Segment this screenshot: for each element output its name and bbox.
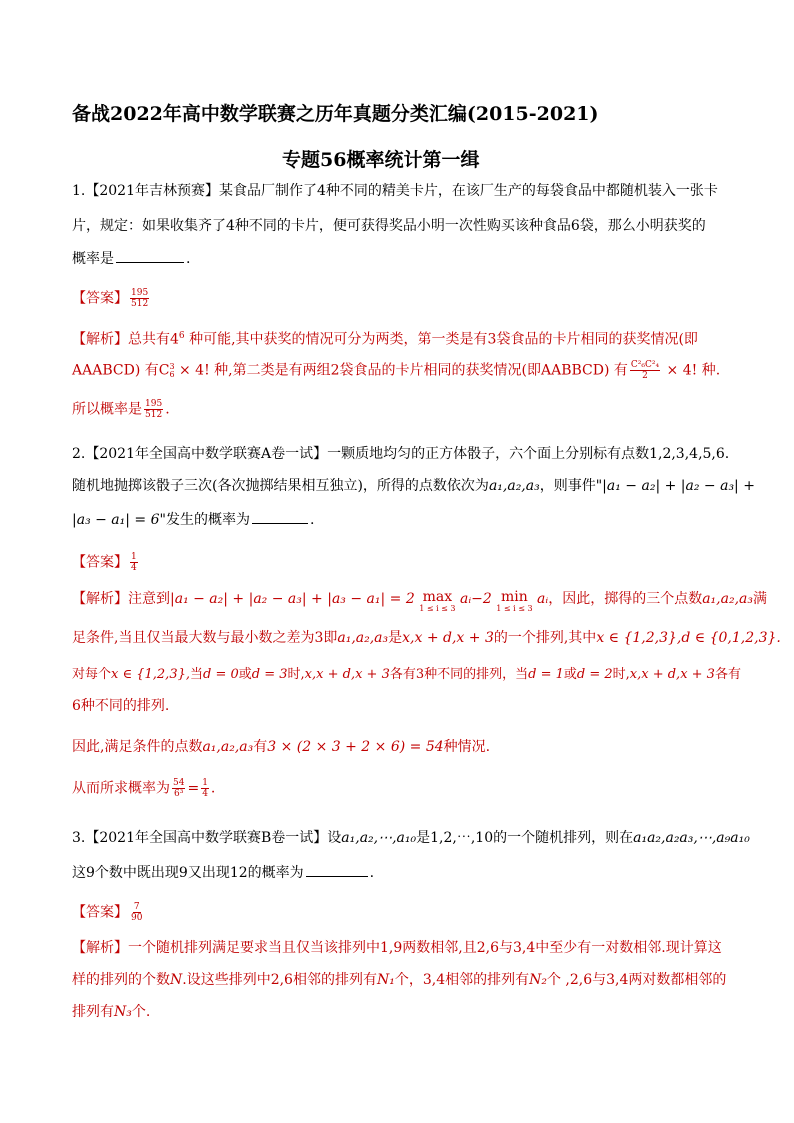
q1-a1-text-2: 种可能,其中获奖的情况可分为两类，第一类是有3袋食品的卡片相同的获奖情况(即 bbox=[184, 331, 698, 348]
q2-s2-expr: x,x + d,x + 3 bbox=[402, 630, 494, 646]
q1-a3-text: 所以概率是 bbox=[72, 401, 142, 418]
q2-max-operator bbox=[419, 590, 455, 613]
q2-line-2 bbox=[72, 477, 755, 495]
q1-answer-denominator: 512 bbox=[131, 299, 149, 309]
q3-answer-numerator: 7 bbox=[133, 902, 140, 912]
q2-s6-pre: 从而所求概率为 bbox=[72, 780, 170, 797]
q2-min-operator bbox=[496, 590, 532, 613]
q2-s3-c: 各有 bbox=[714, 667, 741, 682]
q1-answer bbox=[72, 288, 151, 309]
q3-l2-text: 这9个数中既出现9又出现12的概率为 bbox=[72, 865, 304, 881]
q2-line-3 bbox=[72, 509, 314, 529]
q3-l1-mid: 是1,2,⋯,10的一个随机排列，则在 bbox=[416, 830, 634, 846]
q2-s1-post: ，因此，掷得的三个点数 bbox=[548, 591, 703, 607]
q2-s3-d0: d = 0 bbox=[203, 667, 239, 682]
q2-s1-end: 满 bbox=[752, 591, 767, 607]
q2-s1-expr: |a₁ − a₂| + |a₂ − a₃| + |a₃ − a₁| = 2 bbox=[170, 591, 415, 607]
q3-s3-pre: 排列有 bbox=[72, 1004, 114, 1020]
q2-s3-t: 时, bbox=[287, 667, 305, 682]
q1-a2-text: AAABCD) 有C bbox=[72, 362, 170, 379]
q2-min-label: min bbox=[501, 589, 528, 605]
q1-a3-fraction bbox=[144, 399, 163, 420]
q1-a2-frac-den: 2 bbox=[642, 371, 648, 381]
q1-period: . bbox=[186, 251, 191, 267]
q2-answer-denominator: 4 bbox=[131, 563, 137, 573]
q3-l1-vars: a₁,a₂,⋯,a₁₀ bbox=[341, 830, 417, 846]
answer-label: 【答案】 bbox=[72, 290, 128, 307]
q2-analysis-line-1 bbox=[72, 590, 767, 613]
q1-a1-text: 总共有4 bbox=[128, 331, 179, 348]
q3-s1: 一个随机排列满足要求当且仅当该排列中1,9两数相邻,且2,6与3,4中至少有一对数相邻.现计算这 bbox=[128, 940, 722, 956]
q2-s2-mid2: 的一个排列,其中 bbox=[493, 630, 597, 646]
q3-analysis-line-2 bbox=[72, 971, 726, 989]
analysis-label: 【解析】 bbox=[72, 940, 128, 956]
q3-s2-N: N bbox=[170, 972, 183, 988]
q1-c-sup: 3 bbox=[169, 361, 175, 371]
q2-max-ai: aᵢ bbox=[459, 591, 472, 607]
q3-answer-denominator: 90 bbox=[131, 913, 143, 923]
q2-answer-fraction bbox=[130, 552, 138, 573]
q1-prompt: 概率是 bbox=[72, 251, 114, 267]
q3-s3-end: 个. bbox=[131, 1004, 151, 1020]
q2-answer bbox=[72, 552, 140, 573]
q2-max-range: 1 ≤ i ≤ 3 bbox=[419, 604, 456, 613]
q1-a2-end: × 4! 种. bbox=[662, 362, 721, 379]
q1-line-3 bbox=[72, 248, 190, 268]
q2-s2-cond: x ∈ {1,2,3},d ∈ {0,1,2,3}. bbox=[596, 630, 781, 646]
q2-s3-expr2: x,x + d,x + 3 bbox=[629, 667, 715, 682]
q1-a3-den: 512 bbox=[145, 410, 163, 420]
q2-min-ai: aᵢ bbox=[537, 591, 549, 607]
q2-s6-den: 6³ bbox=[174, 789, 184, 799]
q2-s6-num: 54 bbox=[173, 778, 185, 788]
q2-s5-vars: a₁,a₂,a₃ bbox=[202, 739, 254, 755]
q3-analysis-line-1 bbox=[72, 939, 722, 957]
q1-a1-exponent: 6 bbox=[178, 331, 185, 341]
q2-l2-text: 随机地抛掷该骰子三次(各次抛掷结果相互独立)，所得的点数依次为 bbox=[72, 478, 489, 494]
q2-analysis-line-4: 6种不同的排列. bbox=[72, 698, 170, 714]
q3-l1-pre: 3.【2021年全国高中数学联赛B卷一试】设 bbox=[72, 830, 342, 846]
q1-a2-text-2: × 4! 种,第二类是有两组2袋食品的卡片相同的获奖情况(即AABBCD) 有 bbox=[174, 362, 628, 379]
q2-s1-pre: 注意到 bbox=[128, 591, 170, 607]
q2-l2-expr: |a₁ − a₂| + |a₂ − a₃| + bbox=[602, 478, 755, 494]
q3-s2-N1: N₁ bbox=[376, 972, 395, 988]
q3-s2-b: 个，3,4相邻的排列有 bbox=[394, 972, 530, 988]
q1-a3-num: 195 bbox=[145, 399, 163, 409]
q3-answer-fraction bbox=[130, 902, 143, 923]
q2-s5-end: 种情况. bbox=[443, 739, 491, 755]
q1-line-2: 片，规定：如果收集齐了4种不同的卡片，便可获得奖品小明一次性购买该种食品6袋，那么小明获奖的 bbox=[72, 218, 706, 234]
q3-s2-c: 个 ,2,6与3,4两对数都相邻的 bbox=[546, 972, 727, 988]
q2-s3-a: 当 bbox=[190, 667, 204, 682]
q2-s6-end: . bbox=[210, 780, 216, 797]
q1-answer-blank bbox=[116, 248, 184, 263]
q2-s2-pre: 足条件,当且仅当最大数与最小数之差为3即 bbox=[72, 630, 338, 646]
q2-answer-blank bbox=[252, 509, 308, 524]
q2-s6-fraction-1 bbox=[172, 778, 185, 799]
q2-s1-minus: −2 bbox=[471, 591, 492, 607]
q2-s2-vars: a₁,a₂,a₃ bbox=[337, 630, 389, 646]
q2-answer-numerator: 1 bbox=[131, 552, 137, 562]
q2-min-range: 1 ≤ i ≤ 3 bbox=[496, 604, 533, 613]
q1-c-sub: 6 bbox=[169, 369, 175, 379]
q2-s6-eq: = bbox=[187, 780, 200, 797]
document-title: 备战2022年高中数学联赛之历年真题分类汇编(2015-2021) bbox=[72, 103, 599, 125]
q2-s6-num2: 1 bbox=[202, 778, 208, 788]
q2-s3-or: 或 bbox=[238, 667, 252, 682]
q2-analysis-line-3 bbox=[72, 666, 741, 684]
q2-s3-d1: d = 1 bbox=[528, 667, 564, 682]
q1-answer-fraction bbox=[130, 288, 149, 309]
q3-l1-seq: a₁a₂,a₂a₃,⋯,a₉a₁₀ bbox=[633, 830, 750, 846]
q2-s3-d2: d = 2 bbox=[576, 667, 613, 682]
q2-s3-t2: 时, bbox=[612, 667, 630, 682]
q3-s2-a: .设这些排列中2,6相邻的排列有 bbox=[182, 972, 377, 988]
q3-analysis-line-3 bbox=[72, 1003, 150, 1021]
q3-line-2 bbox=[72, 862, 374, 882]
q1-analysis-line-1 bbox=[72, 327, 698, 349]
q2-l3-mid: "发生的概率为 bbox=[159, 512, 250, 528]
analysis-label: 【解析】 bbox=[72, 591, 128, 607]
q2-s1-vars: a₁,a₂,a₃ bbox=[702, 591, 753, 607]
q1-line-1: 1.【2021年吉林预赛】某食品厂制作了4种不同的精美卡片，在该厂生产的每袋食品中都随机装入一张卡 bbox=[72, 183, 718, 199]
q2-s5-mid: 有 bbox=[253, 739, 268, 755]
q2-analysis-line-2 bbox=[72, 629, 781, 647]
q3-s2-pre: 样的排列的个数 bbox=[72, 972, 170, 988]
analysis-label: 【解析】 bbox=[72, 331, 128, 348]
q2-s3-x: x ∈ {1,2,3}, bbox=[111, 667, 190, 682]
answer-label: 【答案】 bbox=[72, 904, 128, 921]
q2-l2-vars: a₁,a₂,a₃ bbox=[488, 478, 540, 494]
q3-s3-N3: N₃ bbox=[114, 1004, 132, 1020]
q2-s3-expr: x,x + d,x + 3 bbox=[304, 667, 390, 682]
q2-s2-mid: 是 bbox=[388, 630, 403, 646]
q2-analysis-line-5 bbox=[72, 738, 490, 756]
q2-s5-expr: 3 × (2 × 3 + 2 × 6) = 54 bbox=[267, 739, 444, 755]
q2-s3-pre: 对每个 bbox=[72, 667, 112, 682]
q2-analysis-line-6 bbox=[72, 778, 215, 799]
q2-s5-pre: 因此,满足条件的点数 bbox=[72, 739, 203, 755]
q2-s3-d3: d = 3 bbox=[251, 667, 288, 682]
q2-l2-mid: ，则事件" bbox=[539, 478, 603, 494]
q1-a2-frac-num: C²₆C²₄ bbox=[630, 360, 660, 370]
q3-s2-N2: N₂ bbox=[529, 972, 547, 988]
q3-l2-end: . bbox=[369, 865, 375, 881]
q2-l3-expr: |a₃ − a₁| = 6 bbox=[72, 512, 160, 528]
q1-answer-numerator: 195 bbox=[131, 288, 149, 298]
q2-s3-b: 各有3种不同的排列，当 bbox=[389, 667, 529, 682]
document-subtitle: 专题56概率统计第一缉 bbox=[282, 149, 480, 171]
q1-analysis-line-2 bbox=[72, 360, 720, 381]
q2-line-1: 2.【2021年全国高中数学联赛A卷一试】一颗质地均匀的正方体骰子，六个面上分别标有点数1,2,3,4,5,6. bbox=[72, 446, 730, 462]
q2-s6-fraction-2 bbox=[201, 778, 209, 799]
q3-answer-blank bbox=[306, 862, 368, 877]
q2-s3-or-2: 或 bbox=[563, 667, 577, 682]
q1-a3-end: . bbox=[165, 401, 170, 418]
q2-max-label: max bbox=[422, 589, 453, 605]
q1-a2-fraction bbox=[630, 360, 660, 381]
answer-label: 【答案】 bbox=[72, 554, 128, 571]
q2-s6-den2: 4 bbox=[202, 789, 208, 799]
q1-analysis-line-3 bbox=[72, 399, 170, 420]
q3-answer bbox=[72, 902, 145, 923]
q2-l3-end: . bbox=[309, 512, 315, 528]
q3-line-1 bbox=[72, 829, 750, 847]
